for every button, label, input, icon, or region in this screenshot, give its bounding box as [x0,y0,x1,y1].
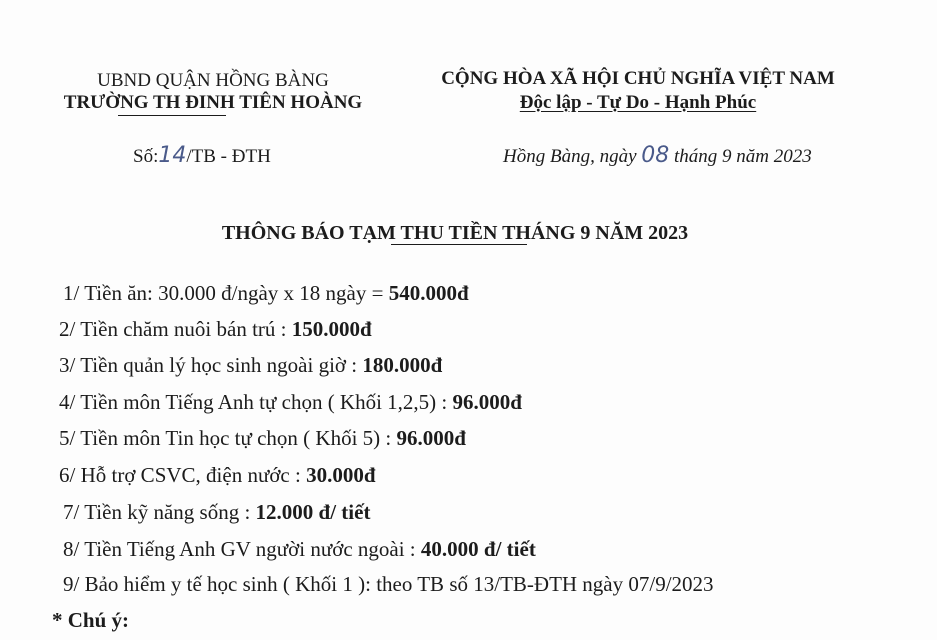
fee-item [63,281,469,306]
fee-item-amount: 96.000đ [452,390,522,414]
place-and-date [503,143,812,168]
issuing-authority: UBND QUẬN HỒNG BÀNG [97,70,329,91]
fee-item-text: 9/ Bảo hiểm y tế học sinh ( Khối 1 ): theo TB số 13/TB-ĐTH ngày 07/9/2023 [63,572,714,596]
title-underline [391,244,527,245]
notice-title: THÔNG BÁO TẠM THU TIỀN THÁNG 9 NĂM 2023 [221,222,689,244]
fee-item [63,572,714,597]
fee-item [59,353,442,378]
national-title: CỘNG HÒA XÃ HỘI CHỦ NGHĨA VIỆT NAM [441,68,835,89]
fee-item-text: 8/ Tiền Tiếng Anh GV người nước ngoài : [63,537,421,561]
note-heading: * Chú ý: [52,608,130,632]
fee-item [59,426,466,451]
fee-item-amount: 96.000đ [396,426,466,450]
fee-item [63,537,536,562]
fee-item [63,500,370,525]
fee-item-amount: 40.000 đ/ tiết [420,537,536,561]
document-number [133,143,271,168]
fee-item-amount: 180.000đ [362,353,443,377]
fee-item [59,390,522,415]
doc-number-suffix: /TB - ĐTH [186,146,271,167]
doc-number-prefix: Số: [133,146,159,167]
fee-item-text: 3/ Tiền quản lý học sinh ngoài giờ : [59,353,363,377]
fee-item-amount: 150.000đ [291,317,372,341]
fee-item [59,463,376,488]
fee-item-text: 5/ Tiền môn Tin học tự chọn ( Khối 5) : [59,426,397,450]
school-name: TRƯỜNG TH ĐINH TIÊN HOÀNG [63,92,363,113]
school-underline [118,115,226,116]
date-prefix: Hồng Bàng, ngày [503,146,637,167]
fee-item [59,317,372,342]
fee-item-amount: 30.000đ [306,463,376,487]
doc-number-handwritten: 14 [158,143,187,168]
fee-item-amount: 540.000đ [388,281,469,305]
date-day-handwritten: 08 [641,143,670,168]
fee-item-amount: 12.000 đ/ tiết [255,500,371,524]
fee-item-text: 2/ Tiền chăm nuôi bán trú : [59,317,292,341]
fee-item-text: 6/ Hỗ trợ CSVC, điện nước : [59,463,307,487]
fee-item-text: 1/ Tiền ăn: 30.000 đ/ngày x 18 ngày = [63,281,389,305]
fee-item-text: 4/ Tiền môn Tiếng Anh tự chọn ( Khối 1,2,5) : [59,390,453,414]
national-motto: Độc lập - Tự Do - Hạnh Phúc [519,92,757,113]
fee-item-text: 7/ Tiền kỹ năng sống : [63,500,256,524]
date-suffix: tháng 9 năm 2023 [674,146,812,167]
